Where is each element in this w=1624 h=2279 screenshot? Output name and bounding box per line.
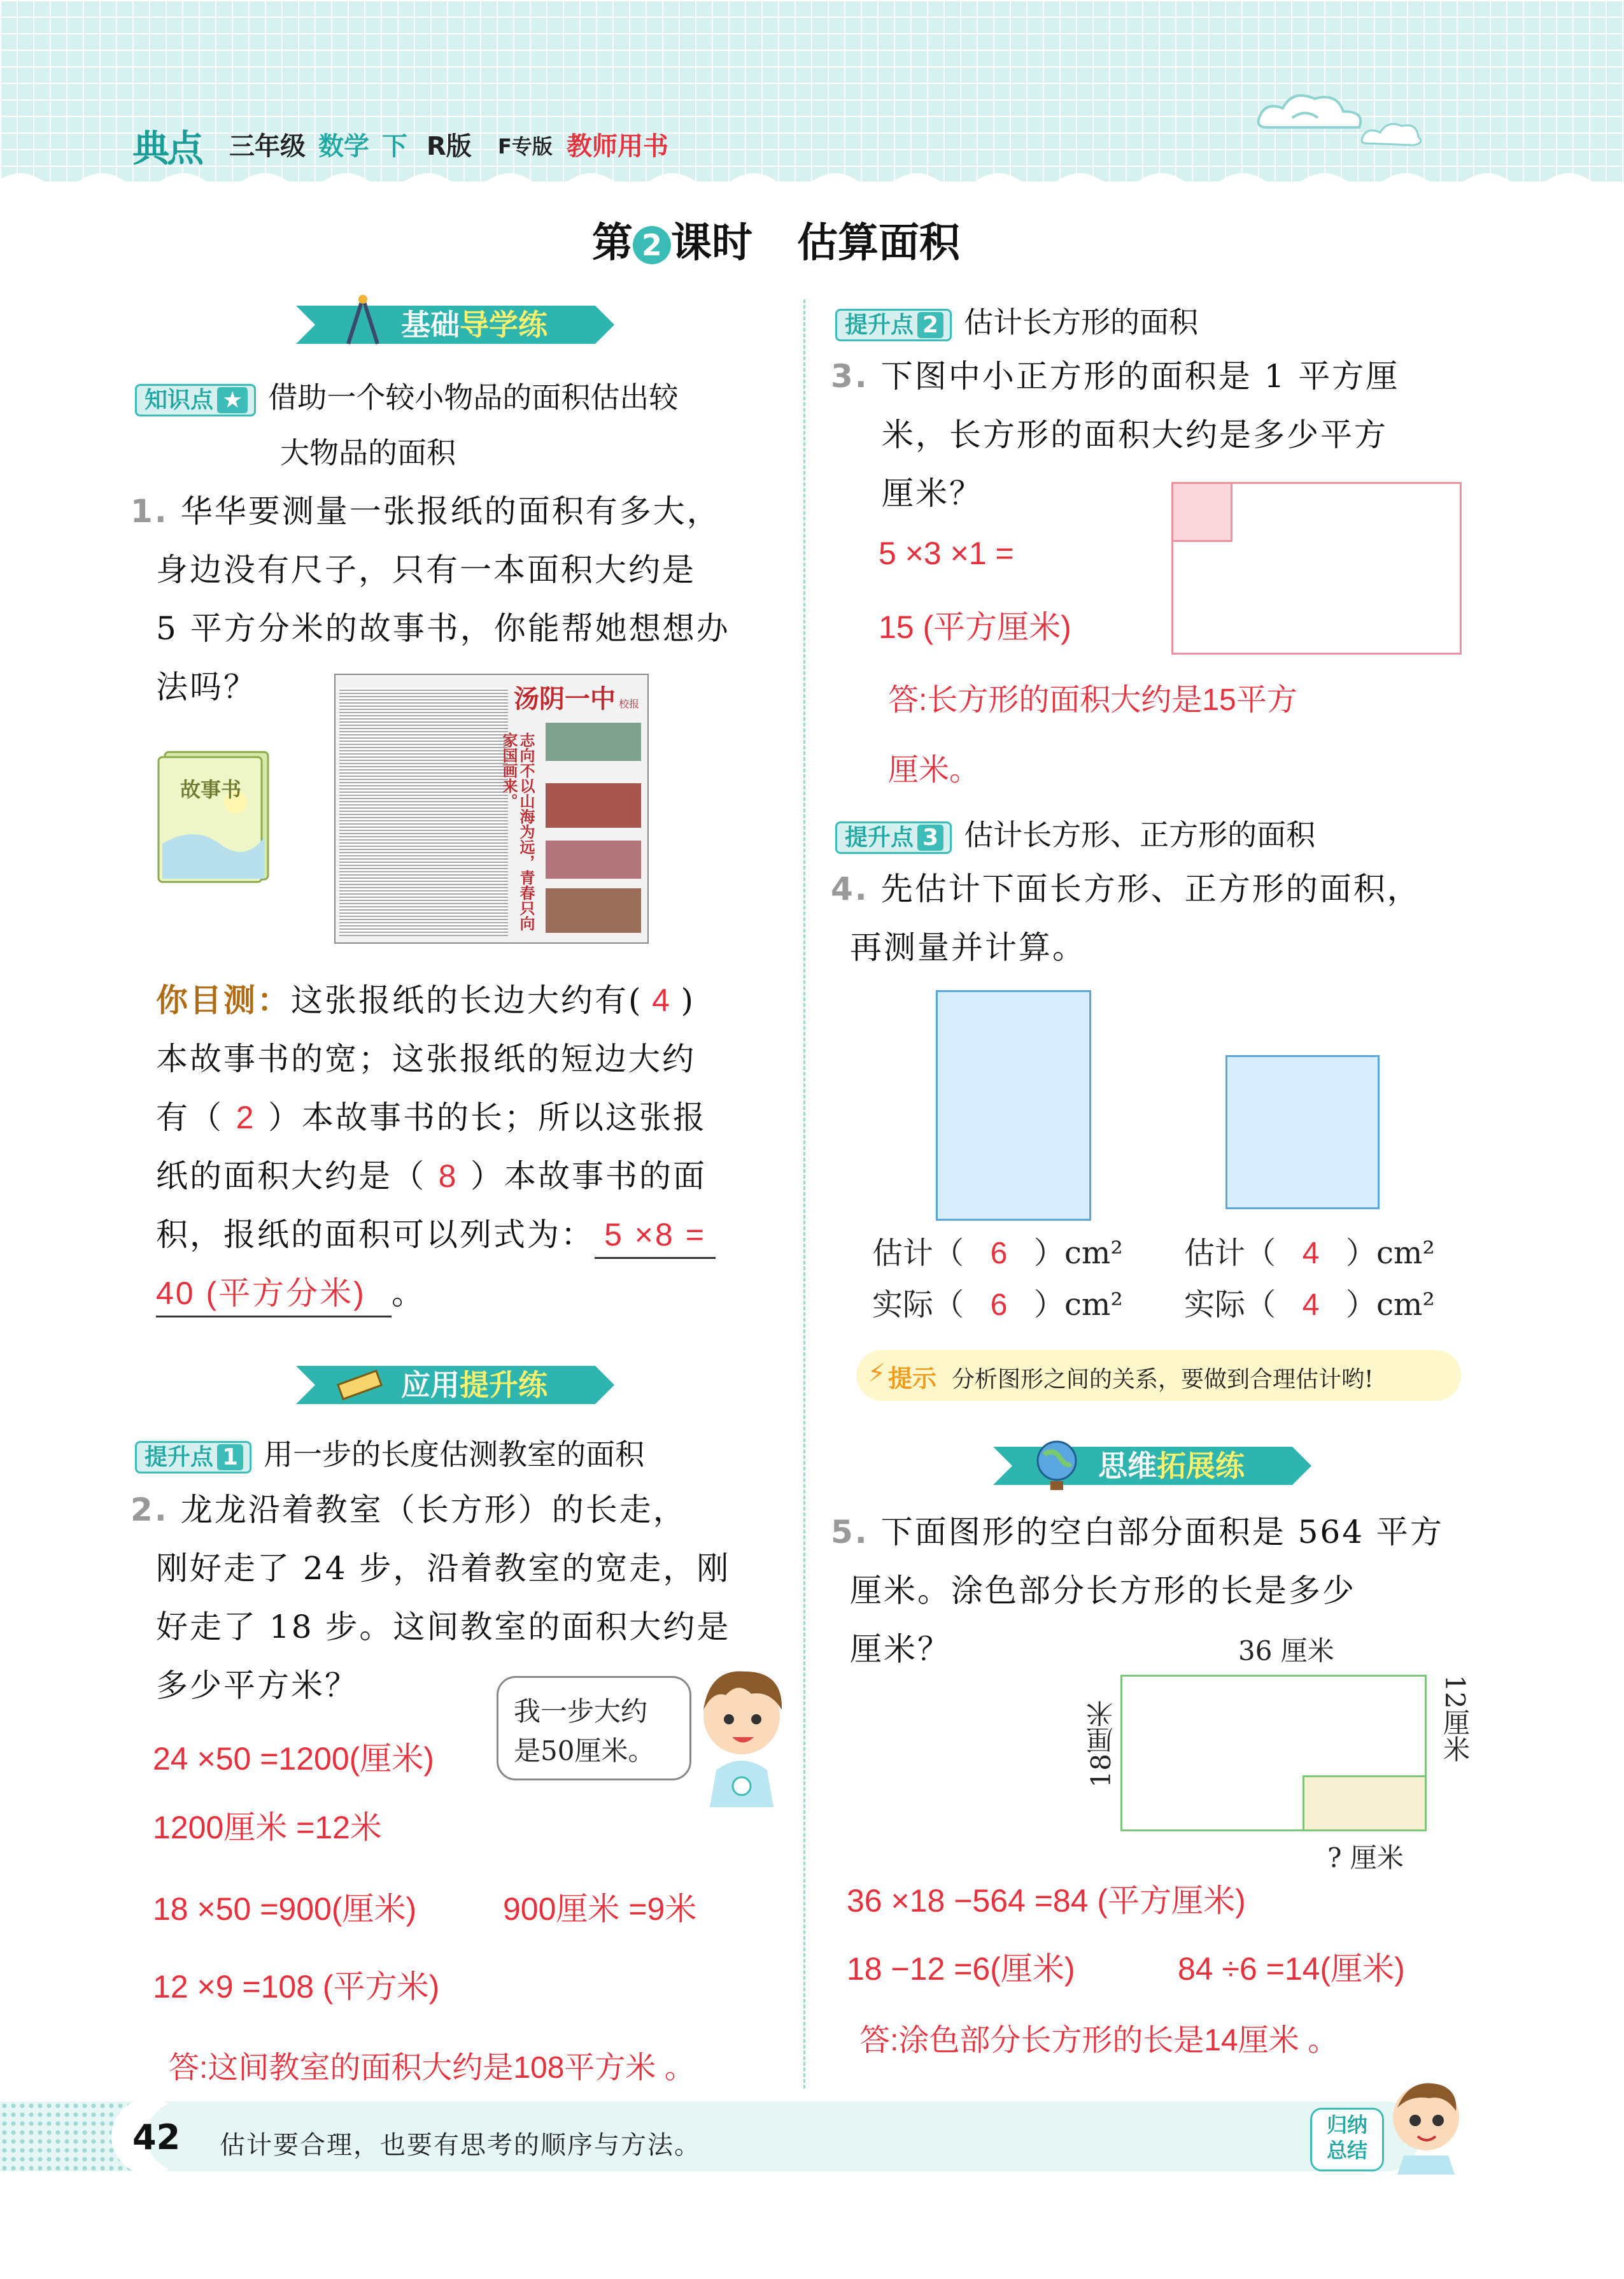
banner-apply-part1: 应用 <box>401 1368 460 1402</box>
tisheng-title-1: 用一步的长度估测教室的面积 <box>264 1437 645 1472</box>
story-book-image <box>156 748 272 885</box>
q2-number: 2. <box>131 1491 169 1528</box>
q1-line: 法吗？ <box>156 669 257 706</box>
tisheng-tag-label: 提升点 <box>145 1444 214 1470</box>
q5-final-answer: 答:涂色部分长方形的长是14厘米 。 <box>859 2024 1339 2057</box>
bubble-line: 是50厘米。 <box>514 1735 655 1766</box>
q4-line: 再测量并计算。 <box>850 929 1086 966</box>
q4-actual-label: 实际 <box>1184 1287 1246 1323</box>
q3-line: 米，长方形的面积大约是多少平方 <box>882 416 1388 453</box>
q1-measure-label: 你目测： <box>156 982 291 1019</box>
section-banner-basic <box>296 299 614 350</box>
footer-text: 估计要合理，也要有思考的顺序与方法。 <box>220 2131 701 2160</box>
q5-line: 下面图形的空白部分面积是 564 平方 <box>880 1514 1444 1551</box>
q1-line: 华华要测量一张报纸的面积有多大， <box>180 493 721 530</box>
q3-answer-1: 5 ×3 ×1 = <box>879 536 1014 571</box>
q1-fill-text: 。 <box>392 1275 425 1312</box>
q5-text <box>831 1503 1486 1679</box>
q1-fill-text: 本故事书的宽；这张报纸的短边大约 <box>156 1040 696 1077</box>
header-book-type: 教师用书 <box>567 132 668 161</box>
newspaper-text-block <box>339 688 508 936</box>
q5-top-label: 36 厘米 <box>1238 1635 1334 1666</box>
q3-unit-square <box>1173 484 1232 542</box>
lesson-number: 2 <box>633 226 671 264</box>
q5-number: 5. <box>831 1514 869 1551</box>
tisheng-title-3: 估计长方形、正方形的面积 <box>964 818 1316 852</box>
q1-fill-text: ）本故事书的长；所以这张报 <box>268 1099 707 1136</box>
lesson-prefix: 第 <box>592 220 633 267</box>
q4-right-answers: 估计（ 4 ）cm² 实际（ 4 ）cm² <box>1184 1228 1435 1331</box>
knowledge-tag-label: 知识点 <box>145 387 214 413</box>
q4-right-estimate: 4 <box>1302 1237 1320 1270</box>
banner-apply-part2: 提升练 <box>460 1368 547 1402</box>
q1-answer-2: 2 <box>236 1100 256 1135</box>
q1-fill-text: ) <box>681 982 696 1019</box>
logo-text: 典点 <box>132 127 202 170</box>
lightning-icon: ⚡ <box>868 1359 886 1388</box>
banner-extend-part2: 拓展练 <box>1157 1449 1245 1483</box>
newspaper-title: 汤阴一中 <box>514 684 616 714</box>
header-edition: R版 <box>427 132 472 161</box>
q2-answer-4: 900厘米 =9米 <box>503 1891 697 1927</box>
q2-answer-1: 24 ×50 =1200(厘米) <box>153 1741 434 1777</box>
q4-unit: cm² <box>1376 1235 1435 1271</box>
q4-number: 4. <box>831 870 869 907</box>
q4-unit: cm² <box>1064 1235 1123 1271</box>
cloud-small-icon <box>1356 115 1426 153</box>
section-banner-extend <box>993 1440 1311 1491</box>
q1-fill-text: 纸的面积大约是（ <box>156 1158 426 1195</box>
tisheng-tag-3 <box>835 821 952 854</box>
logo <box>132 118 206 170</box>
q1-answer-4: 5 ×8 = <box>595 1212 716 1259</box>
q1-fill <box>156 971 793 1323</box>
q4-text <box>831 860 1486 977</box>
q1-fill-text: ）本故事书的面 <box>470 1158 707 1195</box>
q4-square <box>1225 1055 1380 1209</box>
q3-number: 3. <box>831 358 869 395</box>
lesson-title <box>592 210 960 269</box>
q4-actual-label: 实际 <box>872 1287 934 1323</box>
tisheng-tag-label: 提升点 <box>845 825 914 851</box>
q1-answer-1: 4 <box>652 983 672 1018</box>
newspaper-image <box>334 674 649 944</box>
section-banner-apply <box>296 1360 614 1410</box>
q5-line: 厘米？ <box>850 1631 951 1668</box>
q1-fill-text: 这张报纸的长边大约有( <box>291 982 643 1019</box>
newspaper-slogan: 志向不以山海为远，青春只向家国画来。 <box>500 732 535 931</box>
banner-basic-part2: 导学练 <box>460 308 547 342</box>
q3-answer-2: 15 (平方厘米) <box>879 609 1071 645</box>
q2-line: 龙龙沿着教室（长方形）的长走， <box>180 1491 687 1528</box>
newspaper-sub: 校报 <box>619 698 640 710</box>
q5-answer-1: 36 ×18 −564 =84 (平方厘米) <box>847 1883 1246 1919</box>
header-subject: 数学 <box>318 132 369 161</box>
q4-unit: cm² <box>1376 1287 1435 1323</box>
q5-answer-3: 84 ÷6 =14(厘米) <box>1178 1951 1405 1987</box>
q3-rectangle <box>1171 482 1462 655</box>
boy-cartoon-icon <box>688 1656 796 1808</box>
q3-final-1: 答:长方形的面积大约是15平方 <box>888 683 1297 717</box>
banner-extend-part1: 思维 <box>1098 1449 1157 1483</box>
star-icon: ★ <box>217 387 248 413</box>
knowledge-point <box>135 374 678 416</box>
q4-left-estimate: 6 <box>990 1237 1008 1270</box>
hint-label: 提示 <box>888 1365 937 1393</box>
tisheng-tag-number: 2 <box>917 312 943 338</box>
q1-number: 1. <box>131 493 169 530</box>
q1-line: 身边没有尺子，只有一本面积大约是 <box>156 551 696 588</box>
q4-estimate-label: 估计 <box>872 1235 934 1271</box>
q5-answer-2: 18 −12 =6(厘米) <box>847 1951 1075 1987</box>
speech-bubble <box>497 1676 691 1780</box>
q4-left-answers: 估计（ 6 ）cm² 实际（ 6 ）cm² <box>872 1228 1123 1331</box>
q5-bottom-label: ? 厘米 <box>1327 1842 1404 1873</box>
q4-unit: cm² <box>1064 1287 1123 1323</box>
lesson-suffix: 课时 <box>671 220 752 267</box>
newspaper-photo <box>546 888 641 933</box>
knowledge-line2: 大物品的面积 <box>280 436 456 470</box>
q4-rectangle <box>936 990 1091 1221</box>
q5-left-label: 18厘米 <box>1085 1700 1117 1788</box>
knowledge-line1: 借助一个较小物品的面积估出较 <box>268 380 679 415</box>
tisheng-tag-label: 提升点 <box>845 312 914 338</box>
bubble-line: 我一步大约 <box>514 1696 648 1727</box>
q2-line: 刚好走了 24 步，沿着教室的宽走，刚 <box>156 1550 731 1587</box>
page-number: 42 <box>132 2117 181 2157</box>
tisheng-point-3 <box>835 812 1315 854</box>
tisheng-tag-number: 3 <box>917 825 943 851</box>
baby-cartoon-icon <box>1385 2073 1467 2175</box>
header-grade: 三年级 <box>229 132 306 161</box>
q1-answer-5: 40 (平方分米) <box>156 1271 392 1317</box>
header-special: F专版 <box>498 134 553 159</box>
q3-line: 下图中小正方形的面积是 1 平方厘 <box>880 358 1400 395</box>
q5-right-label: 12厘米 <box>1439 1675 1471 1763</box>
newspaper-photo <box>546 841 641 879</box>
banner-basic-part1: 基础 <box>401 308 460 342</box>
q4-right-actual: 4 <box>1302 1288 1320 1322</box>
knowledge-tag <box>135 384 256 416</box>
summary-badge <box>1310 2108 1384 2171</box>
summary-line: 总结 <box>1326 2138 1367 2162</box>
summary-line: 归纳 <box>1326 2113 1367 2137</box>
newspaper-photo <box>546 723 641 761</box>
q4-left-actual: 6 <box>990 1288 1008 1322</box>
tisheng-point-2 <box>835 299 1198 341</box>
q4-estimate-label: 估计 <box>1184 1235 1246 1271</box>
header-volume: 下 <box>382 132 407 161</box>
q2-answer-3: 18 ×50 =900(厘米) <box>153 1891 417 1927</box>
q3-final-2: 厘米。 <box>888 753 980 787</box>
q2-answer-5: 12 ×9 =108 (平方米) <box>153 1969 440 2005</box>
column-divider <box>803 299 805 2089</box>
hint-text: 分析图形之间的关系，要做到合理估计哟! <box>952 1367 1374 1393</box>
q2-answer-2: 1200厘米 =12米 <box>153 1810 382 1845</box>
tisheng-title-2: 估计长方形的面积 <box>964 305 1199 339</box>
footer <box>0 2098 1624 2175</box>
header-wave <box>0 167 1624 196</box>
newspaper-photo <box>546 783 641 828</box>
q1-line: 5 平方分米的故事书，你能帮她想想办 <box>156 610 730 647</box>
q3-line: 厘米？ <box>882 475 983 512</box>
hint-box <box>856 1350 1461 1401</box>
q1-fill-text: 有（ <box>156 1099 223 1136</box>
q2-line: 好走了 18 步。这间教室的面积大约是 <box>156 1608 731 1645</box>
q2-line: 多少平方米？ <box>156 1667 358 1704</box>
q1-answer-3: 8 <box>438 1158 458 1194</box>
newspaper-masthead <box>514 679 641 717</box>
q5-line: 厘米。涂色部分长方形的长是多少 <box>850 1572 1356 1609</box>
q5-shaded-rectangle <box>1303 1775 1425 1829</box>
q5-figure <box>1120 1675 1427 1831</box>
story-book-label: 故事书 <box>180 777 242 802</box>
tisheng-point-1 <box>135 1431 644 1473</box>
lesson-topic: 估算面积 <box>797 220 960 267</box>
tisheng-tag-number: 1 <box>217 1444 243 1470</box>
tisheng-tag-2 <box>835 309 952 341</box>
q2-final-answer: 答:这间教室的面积大约是108平方米 。 <box>169 2051 695 2085</box>
q4-line: 先估计下面长方形、正方形的面积， <box>880 870 1421 907</box>
q1-fill-text: 积，报纸的面积可以列式为： <box>156 1216 595 1253</box>
tisheng-tag-1 <box>135 1441 251 1473</box>
